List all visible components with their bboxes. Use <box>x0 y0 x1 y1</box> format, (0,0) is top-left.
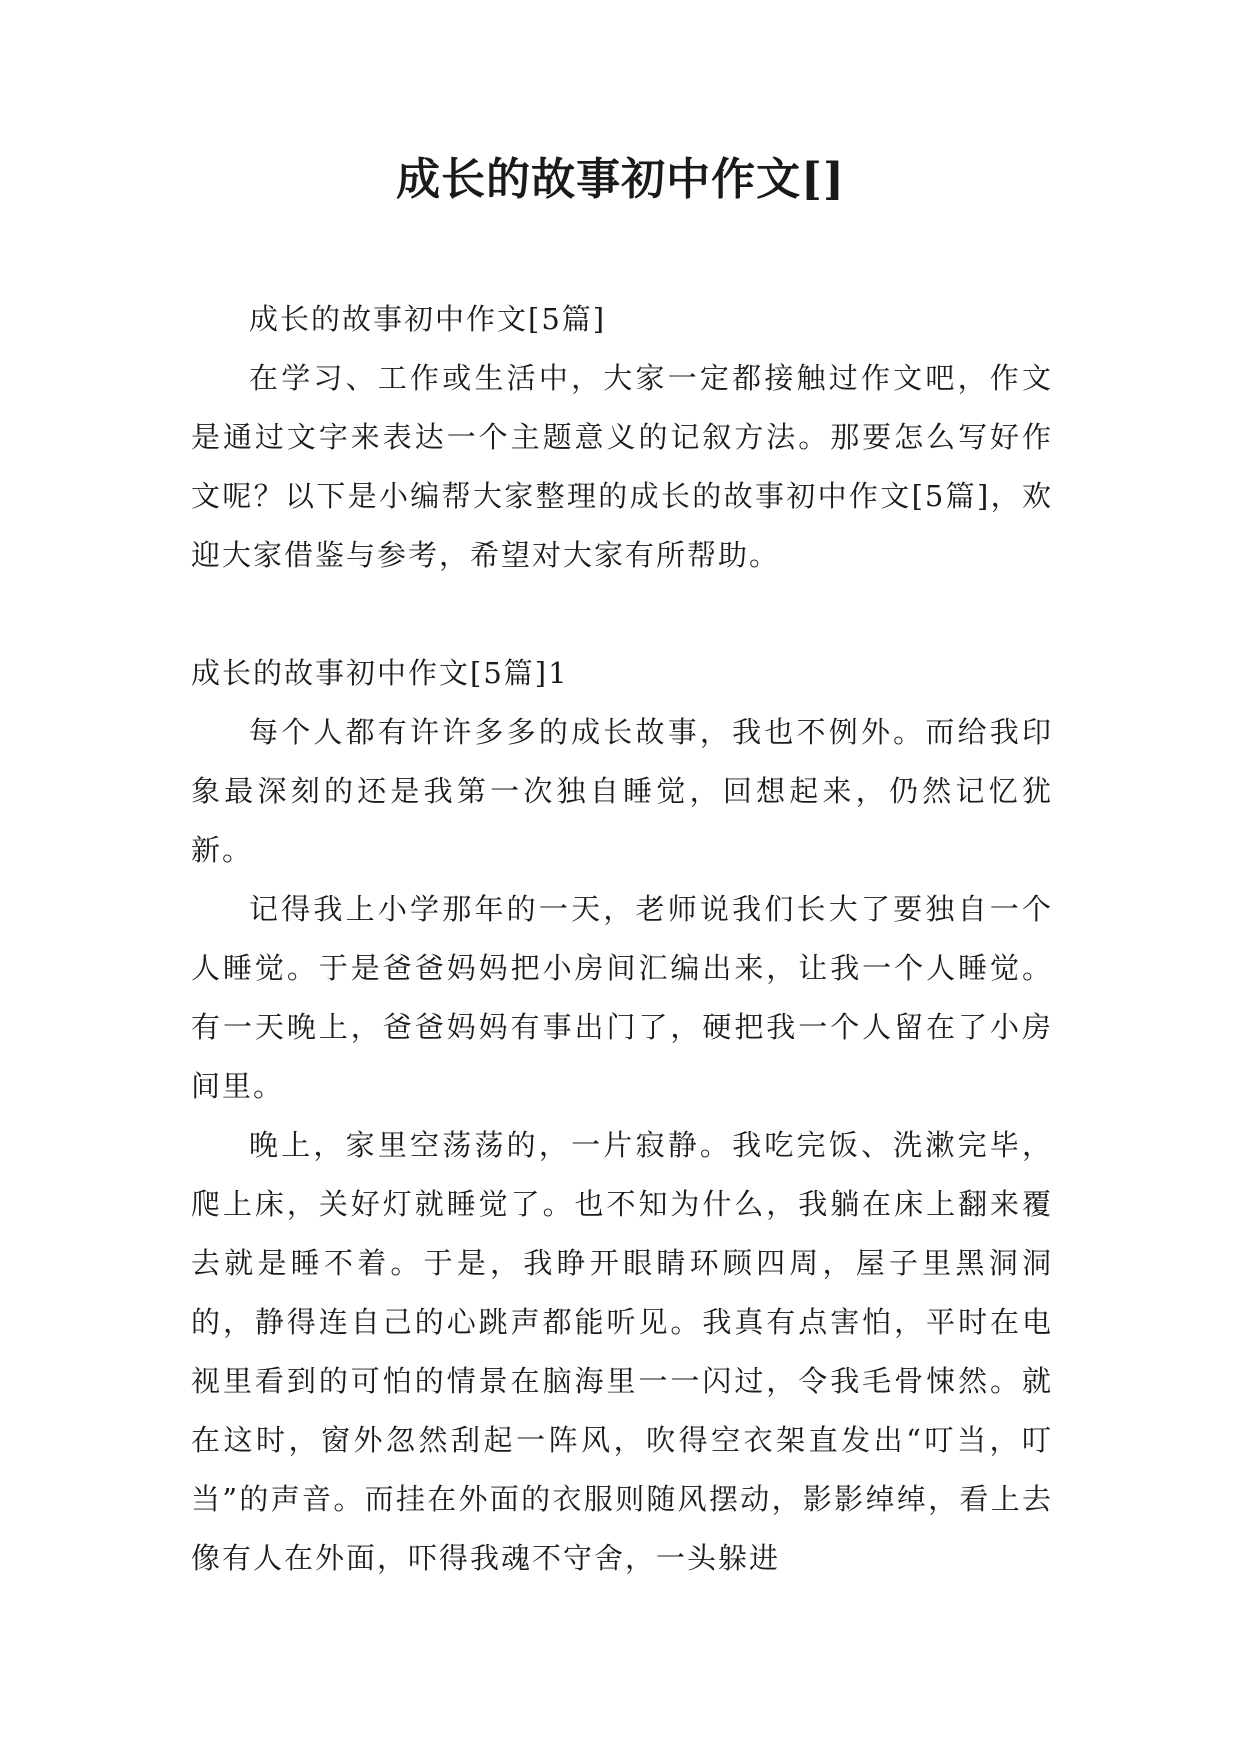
document-body <box>191 290 1053 1588</box>
story-paragraph-3: 晚上，家里空荡荡的，一片寂静。我吃完饭、洗漱完毕，爬上床，关好灯就睡觉了。也不知为什么，我躺在床上翻来覆去就是睡不着。于是，我睁开眼睛环顾四周，屋子里黑洞洞的，静得连自己的心跳声都能听见。我真有点害怕，平时在电视里看到的可怕的情景在脑海里一一闪过，令我毛骨悚然。就在这时，窗外忽然刮起一阵风，吹得空衣架直发出“叮当，叮当”的声音。而挂在外面的衣服则随风摆动，影影绰绰，看上去像有人在外面，吓得我魂不守舍，一头躲进 <box>191 1128 1053 1575</box>
section-spacer <box>191 585 1053 644</box>
story-paragraph-1: 每个人都有许许多多的成长故事，我也不例外。而给我印象最深刻的还是我第一次独自睡觉，回想起来，仍然记忆犹新。 <box>191 715 1053 867</box>
document-subtitle: 成长的故事初中作文[5篇] <box>249 302 607 336</box>
document-title: 成长的故事初中作文[] <box>396 154 845 205</box>
section-heading: 成长的故事初中作文[5篇]1 <box>191 656 569 690</box>
story-paragraph-2: 记得我上小学那年的一天，老师说我们长大了要独自一个人睡觉。于是爸爸妈妈把小房间汇编出来，让我一个人睡觉。有一天晚上，爸爸妈妈有事出门了，硬把我一个人留在了小房间里。 <box>191 892 1053 1103</box>
intro-paragraph: 在学习、工作或生活中，大家一定都接触过作文吧，作文是通过文字来表达一个主题意义的记叙方法。那要怎么写好作文呢？以下是小编帮大家整理的成长的故事初中作文[5篇]，欢迎大家借鉴与参考，希望对大家有所帮助。 <box>191 361 1053 572</box>
